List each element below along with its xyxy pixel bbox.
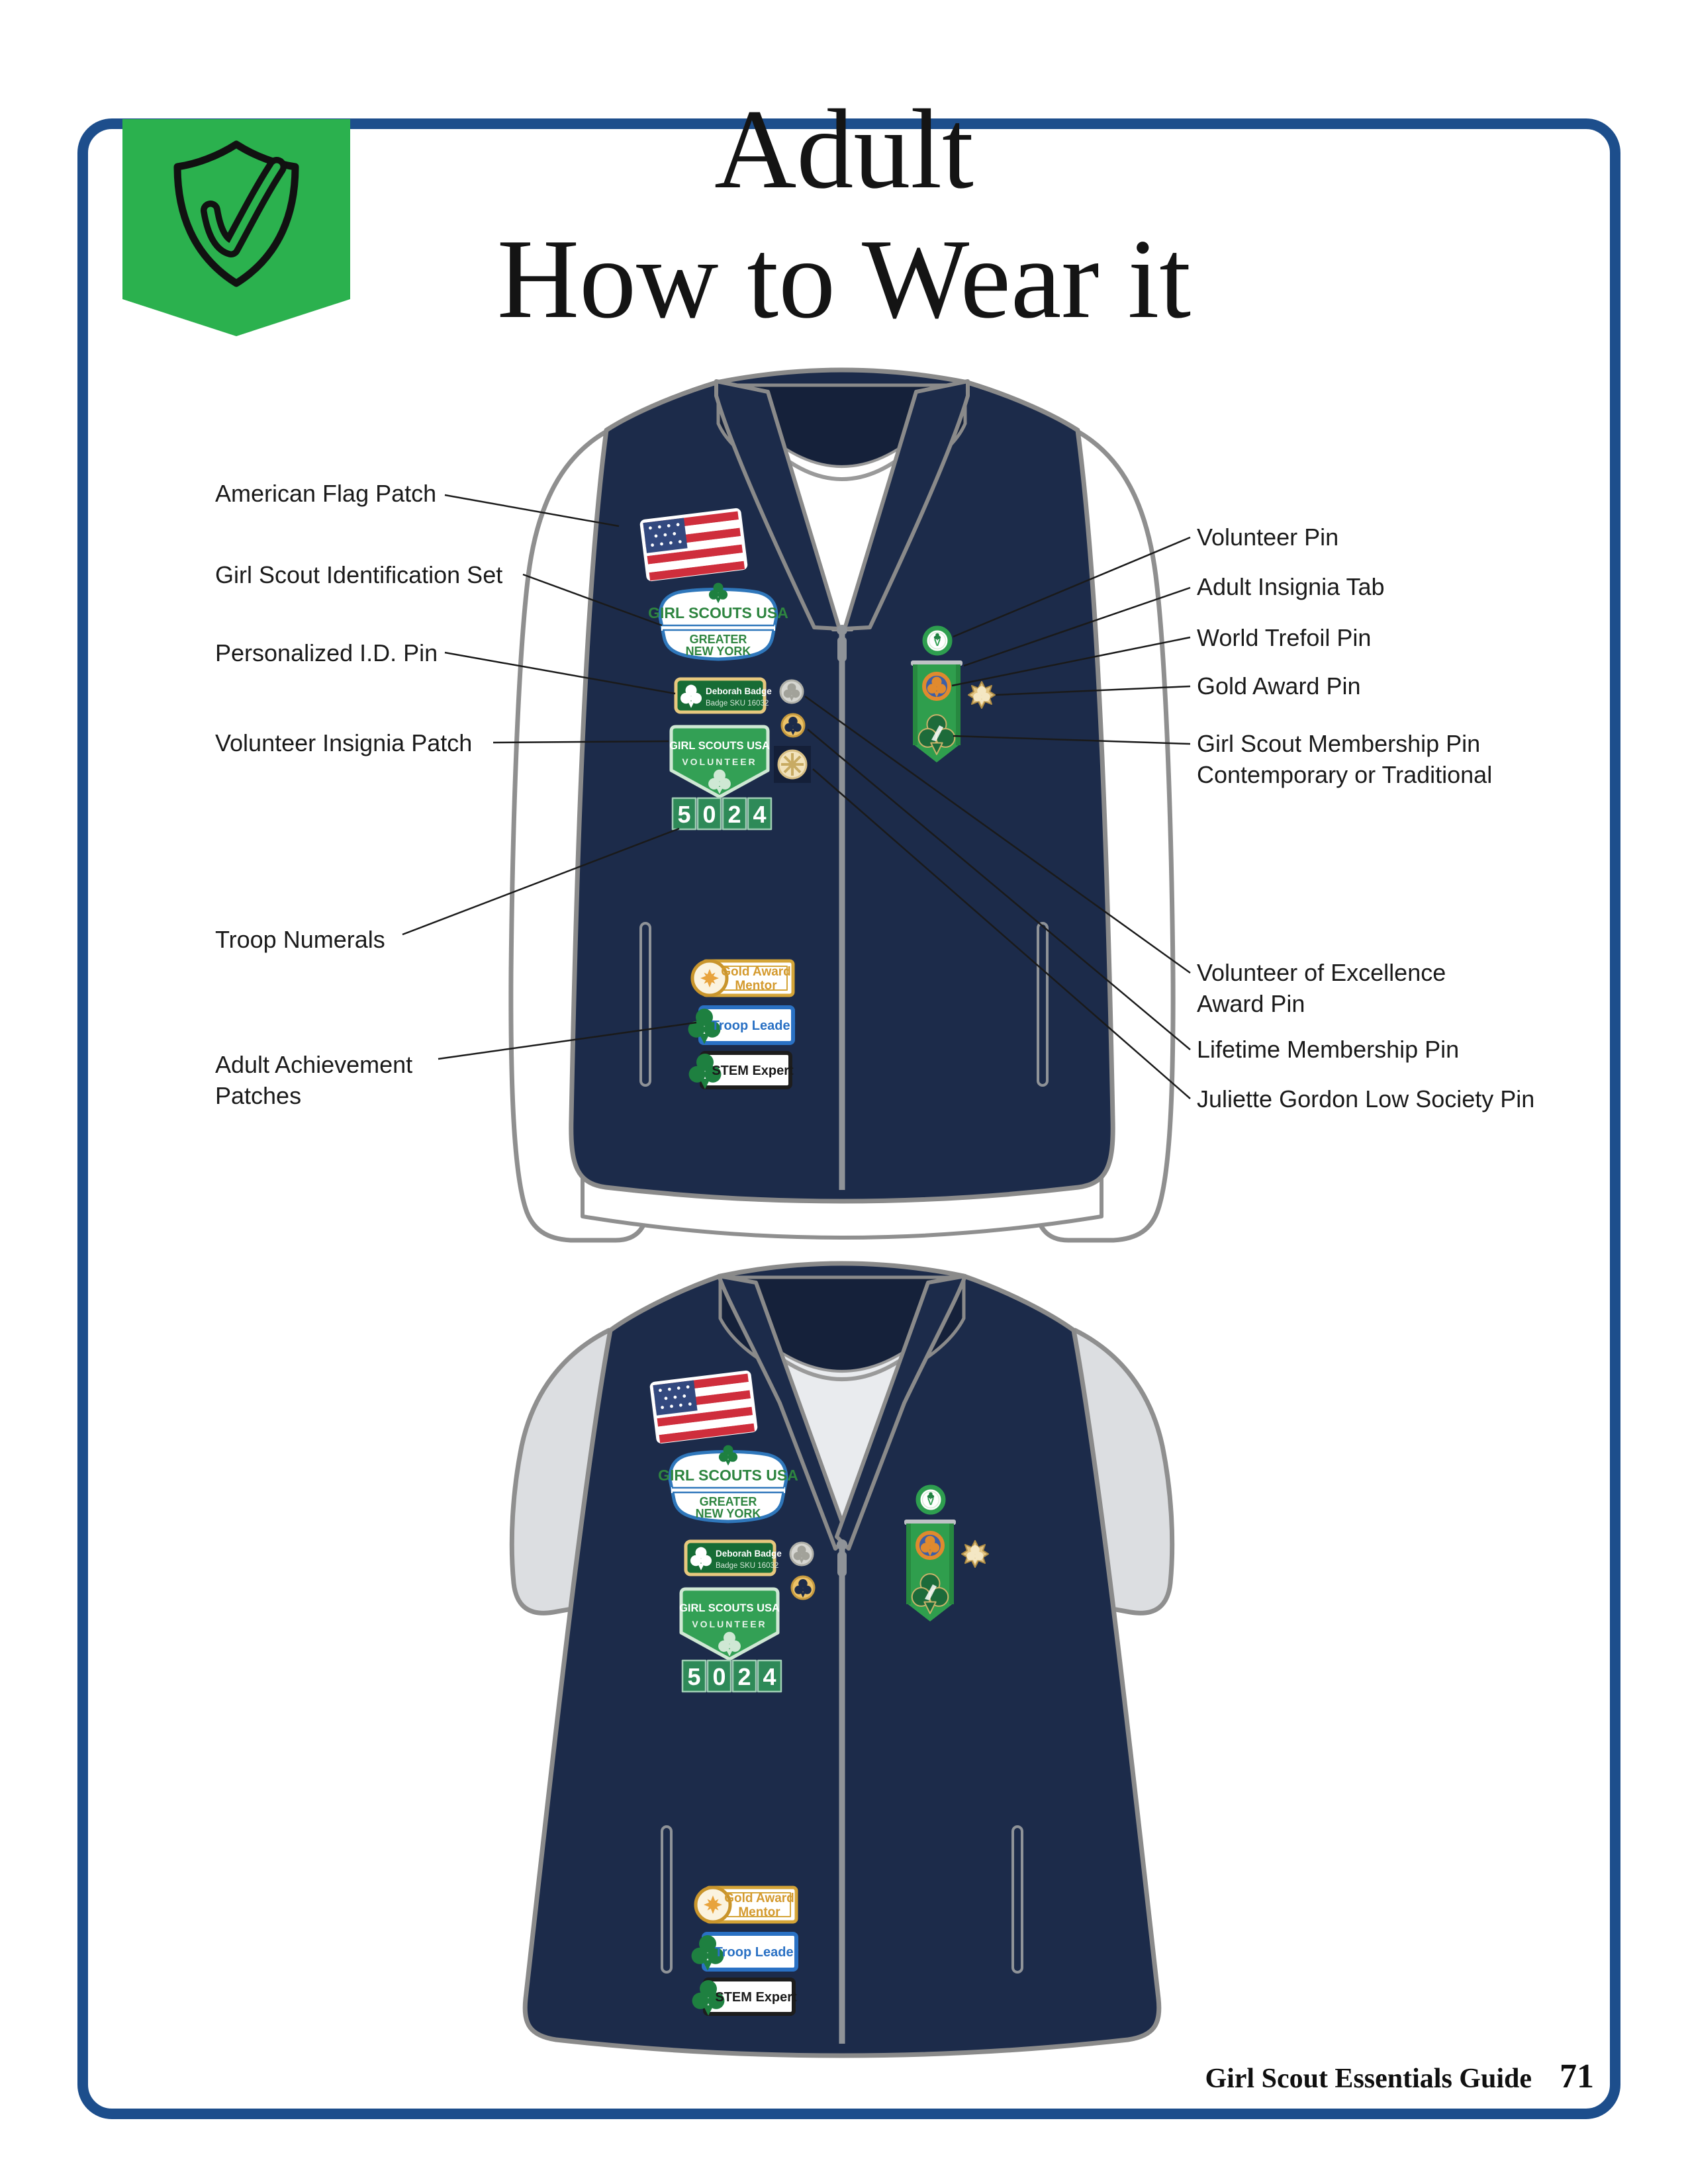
zipper-stop-2 <box>837 1539 847 1550</box>
label-membership-line1: Girl Scout Membership Pin <box>1197 730 1481 757</box>
page-number: 71 <box>1560 2058 1594 2095</box>
label-troop-numerals: Troop Numerals <box>215 926 385 953</box>
label-insignia-tab: Adult Insignia Tab <box>1197 573 1385 600</box>
label-membership-pin <box>1197 728 1492 790</box>
label-membership-line2: Contemporary or Traditional <box>1197 761 1493 788</box>
vest-short-sleeve <box>512 1263 1172 2056</box>
label-id-pin: Personalized I.D. Pin <box>215 639 438 666</box>
label-world-trefoil: World Trefoil Pin <box>1197 624 1372 651</box>
label-achievement-line2: Patches <box>215 1082 302 1109</box>
label-achievement-patches <box>215 1049 412 1111</box>
label-gold-award: Gold Award Pin <box>1197 672 1361 700</box>
label-volunteer-pin: Volunteer Pin <box>1197 523 1339 551</box>
zipper-pull-2 <box>837 1551 847 1576</box>
label-american-flag: American Flag Patch <box>215 480 437 507</box>
label-jgl-pin: Juliette Gordon Low Society Pin <box>1197 1085 1535 1113</box>
vest-long-sleeve <box>511 370 1173 1240</box>
label-excellence-line1: Volunteer of Excellence <box>1197 959 1446 986</box>
label-excellence-pin <box>1197 957 1446 1019</box>
zipper-pull <box>837 637 847 662</box>
label-excellence-line2: Award Pin <box>1197 990 1305 1017</box>
juliette-gordon-low-society-pin <box>774 746 811 783</box>
page-footer <box>1205 2057 1594 2096</box>
label-lifetime-pin: Lifetime Membership Pin <box>1197 1036 1460 1063</box>
zipper-stop <box>837 625 847 635</box>
label-volunteer-patch: Volunteer Insignia Patch <box>215 729 473 756</box>
title-line-1: Adult <box>714 87 974 212</box>
label-id-set: Girl Scout Identification Set <box>215 561 503 588</box>
footer-title: Girl Scout Essentials Guide <box>1205 2064 1532 2094</box>
title-line-2: How to Wear it <box>496 216 1192 342</box>
label-achievement-line1: Adult Achievement <box>215 1051 413 1078</box>
